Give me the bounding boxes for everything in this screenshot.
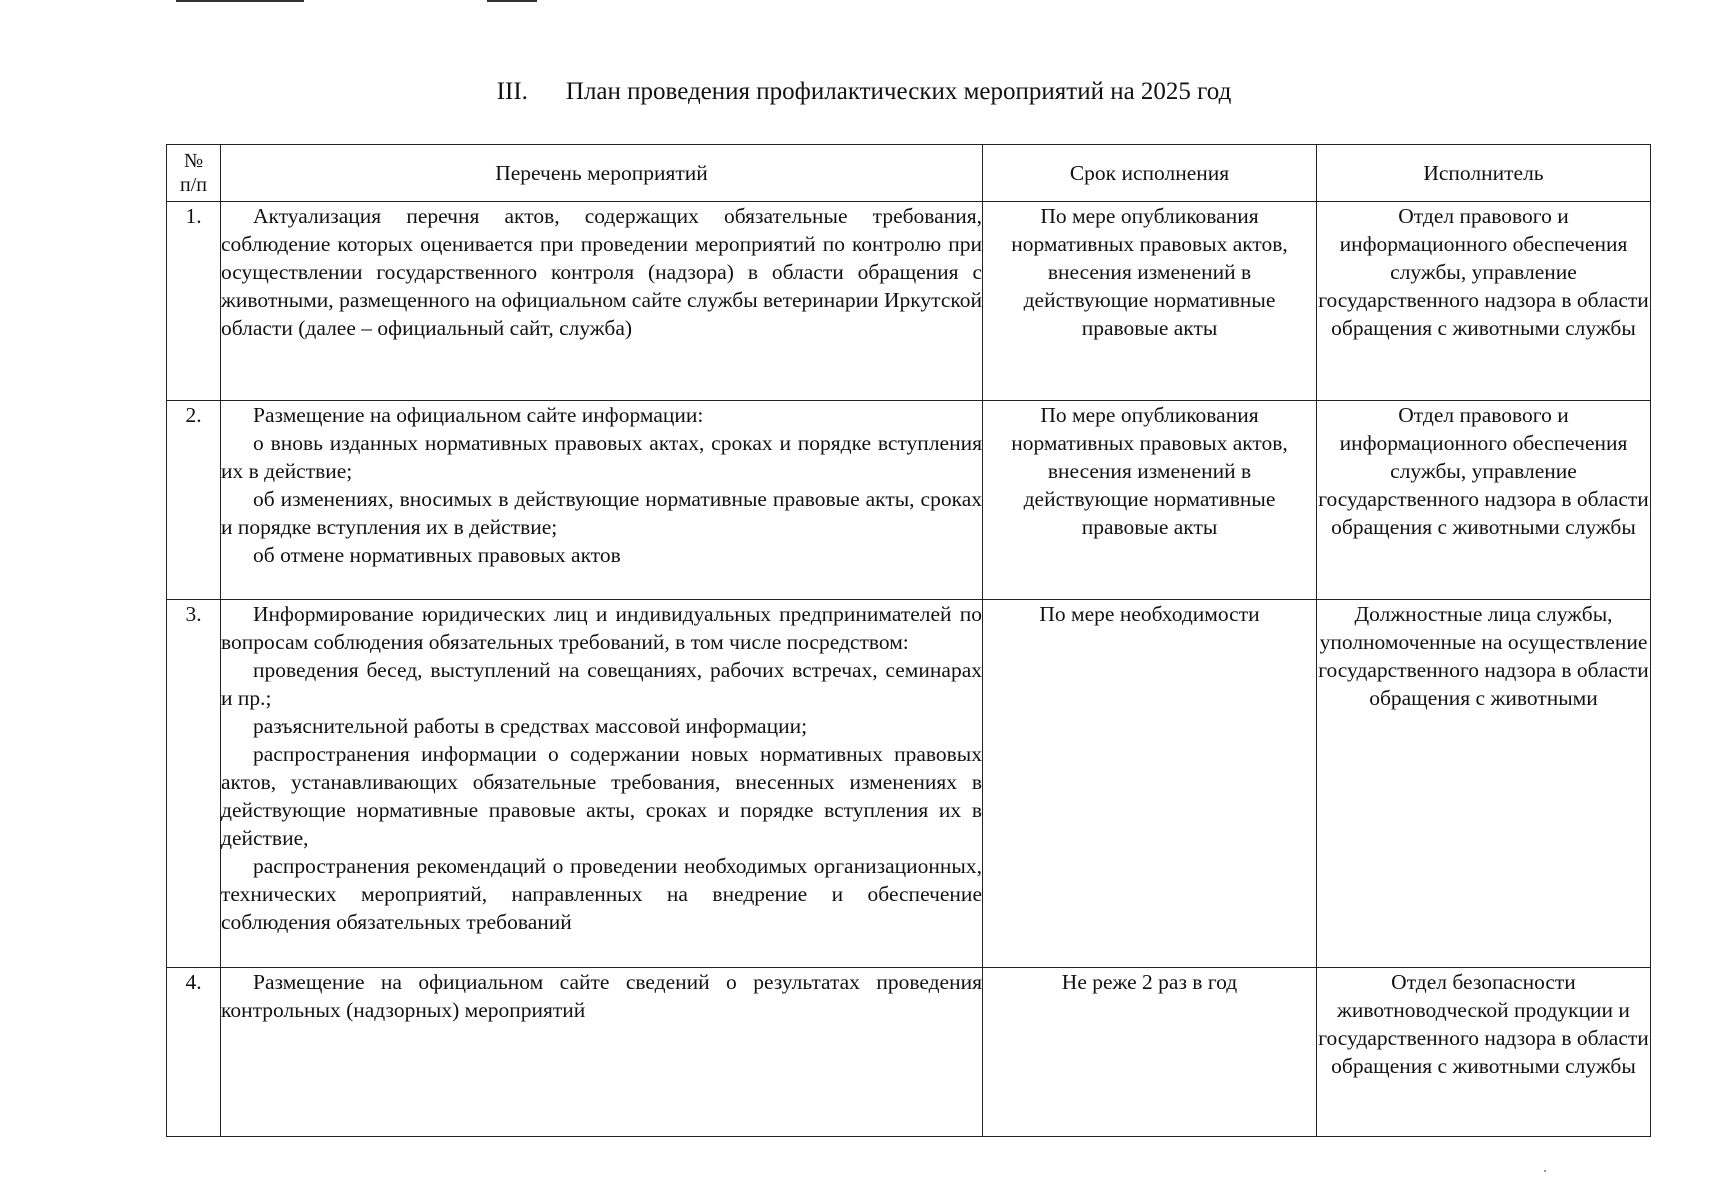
header-number-line2: п/п <box>180 174 207 196</box>
row-executor: Отдел правового и информационного обеспечения службы, управление государственного надзора в области обращения с животными службы <box>1317 401 1651 600</box>
header-executor: Исполнитель <box>1317 145 1651 202</box>
scan-artifact-line <box>487 0 537 2</box>
row-executor: Должностные лица службы, уполномоченные на осуществление государственного надзора в области обращения с животными <box>1317 600 1651 968</box>
section-title-text: План проведения профилактических мероприятий на 2025 год <box>565 78 1232 105</box>
section-number: III. <box>496 78 528 105</box>
table-row <box>167 968 1651 1137</box>
row-term: Не реже 2 раз в год <box>983 968 1317 1137</box>
table-header-row <box>167 145 1651 202</box>
activity-paragraph: разъяснительной работы в средствах массовой информации; <box>253 714 808 738</box>
row-activities <box>221 600 983 968</box>
header-activities: Перечень мероприятий <box>221 145 983 202</box>
header-number-line1: № <box>183 150 204 172</box>
row-term: По мере опубликования нормативных правовых актов, внесения изменений в действующие нормативные правовые акты <box>983 202 1317 401</box>
header-number <box>167 145 221 202</box>
scan-artifact-line <box>176 0 304 2</box>
row-number: 2. <box>167 401 221 600</box>
activity-paragraph: распространения информации о содержании новых нормативных правовых актов, устанавливающих обязательные требования, внесенных изменениях в действующие нормативные правовые акты, сроках и порядке вступления их в действие, <box>221 742 982 850</box>
table-row <box>167 600 1651 968</box>
row-activities <box>221 968 983 1137</box>
activity-paragraph: о вновь изданных нормативных правовых актах, сроках и порядке вступления их в действие; <box>221 431 982 483</box>
row-number: 4. <box>167 968 221 1137</box>
prevention-plan-table <box>166 144 1651 1137</box>
row-number: 1. <box>167 202 221 401</box>
activity-paragraph: Размещение на официальном сайте сведений о результатах проведения контрольных (надзорных) мероприятий <box>221 970 982 1022</box>
activity-paragraph: об отмене нормативных правовых актов <box>253 543 621 567</box>
activity-paragraph: распространения рекомендаций о проведении необходимых организационных, технических мероприятий, направленных на внедрение и обеспечение соблюдения обязательных требований <box>221 854 982 934</box>
activity-paragraph: Размещение на официальном сайте информации: <box>253 403 704 427</box>
activity-paragraph: об изменениях, вносимых в действующие нормативные правовые акты, сроках и порядке вступления их в действие; <box>221 487 982 539</box>
activity-paragraph: Информирование юридических лиц и индивидуальных предпринимателей по вопросам соблюдения обязательных требований, в том числе посредством: <box>221 602 982 654</box>
row-term: По мере необходимости <box>983 600 1317 968</box>
table-row <box>167 202 1651 401</box>
section-title <box>0 78 1728 106</box>
scan-artifact-dot <box>1544 1170 1546 1172</box>
activity-paragraph: Актуализация перечня актов, содержащих обязательные требования, соблюдение которых оценивается при проведении мероприятий по контролю при осуществлении государственного контроля (надзора) в области обращения с животными, размещенного на официальном сайте службы ветеринарии Иркутской области (далее – официальный сайт, служба) <box>221 204 982 340</box>
row-executor: Отдел безопасности животноводческой продукции и государственного надзора в области обращения с животными службы <box>1317 968 1651 1137</box>
row-activities <box>221 202 983 401</box>
row-activities <box>221 401 983 600</box>
table-row <box>167 401 1651 600</box>
header-term: Срок исполнения <box>983 145 1317 202</box>
row-executor: Отдел правового и информационного обеспечения службы, управление государственного надзора в области обращения с животными службы <box>1317 202 1651 401</box>
activity-paragraph: проведения бесед, выступлений на совещаниях, рабочих встречах, семинарах и пр.; <box>221 658 982 710</box>
row-number: 3. <box>167 600 221 968</box>
row-term: По мере опубликования нормативных правовых актов, внесения изменений в действующие нормативные правовые акты <box>983 401 1317 600</box>
